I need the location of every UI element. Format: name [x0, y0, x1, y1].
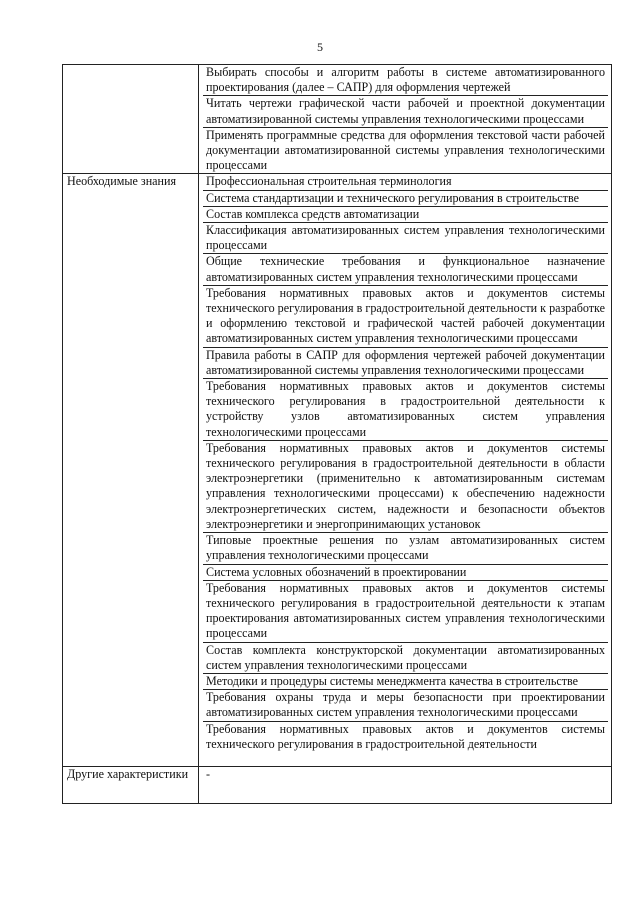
competency-table — [62, 64, 612, 804]
table-row-other — [63, 766, 612, 803]
list-item: Выбирать способы и алгоритм работы в системе автоматизированного проектирования (далее – САПР) для оформления чертежей — [203, 65, 608, 96]
list-item: Требования нормативных правовых актов и документов системы технического регулирования в градостроительной деятельности к разработке и оформлению текстовой и графической частей рабочей документации автоматизированных систем управления технологическими процессами — [203, 286, 608, 348]
row-label — [63, 65, 199, 174]
list-item: Система стандартизации и технического регулирования в строительстве — [203, 191, 608, 207]
list-item: Состав комплекса средств автоматизации — [203, 207, 608, 223]
table-row-knowledge — [63, 174, 612, 767]
row-label: Необходимые знания — [63, 174, 199, 767]
list-item: Читать чертежи графической части рабочей и проектной документации автоматизированной системы управления технологическими процессами — [203, 96, 608, 127]
list-item: Система условных обозначений в проектировании — [203, 565, 608, 581]
list-item: Применять программные средства для оформления текстовой части рабочей документации автоматизированной системы управления технологическими процессами — [206, 127, 605, 173]
list-item: Типовые проектные решения по узлам автоматизированных систем управления технологическими процессами — [203, 533, 608, 564]
list-item: Требования нормативных правовых актов и документов системы технического регулирования в градостроительной деятельности к устройству узлов автоматизированных систем управления технологическими процессами — [203, 379, 608, 441]
row-label: Другие характеристики — [63, 766, 199, 803]
row-content — [199, 174, 612, 767]
page-number: 5 — [317, 40, 323, 54]
row-content — [199, 65, 612, 174]
table-row-skills — [63, 65, 612, 174]
list-item: Требования нормативных правовых актов и документов системы технического регулирования в градостроительной деятельности — [206, 721, 605, 751]
list-item: Методики и процедуры системы менеджмента качества в строительстве — [203, 674, 608, 690]
list-item: Требования нормативных правовых актов и документов системы технического регулирования в градостроительной деятельности к этапам проектирования автоматизированных систем управления технологическими процессами — [203, 581, 608, 643]
list-item: Требования охраны труда и меры безопасности при проектировании автоматизированных систем управления технологическими процессами — [203, 690, 608, 721]
row-content — [199, 766, 612, 803]
list-item: Требования нормативных правовых актов и документов системы технического регулирования в градостроительной деятельности в области электроэнергетики (применительно к автоматизированным системам управления технологическими процессами) к обеспечению надежности электроэнергетических систем, надежности и безопасности объектов электроэнергетики и энергопринимающих установок — [203, 441, 608, 533]
list-item: Профессиональная строительная терминология — [203, 174, 608, 190]
list-item: - — [206, 766, 211, 781]
list-item: Правила работы в САПР для оформления чертежей рабочей документации автоматизированной системы управления технологическими процессами — [203, 348, 608, 379]
list-item: Классификация автоматизированных систем управления технологическими процессами — [203, 223, 608, 254]
list-item: Состав комплекта конструкторской документации автоматизированных систем управления технологическими процессами — [203, 643, 608, 674]
list-item: Общие технические требования и функциональное назначение автоматизированных систем управления технологическими процессами — [203, 254, 608, 285]
